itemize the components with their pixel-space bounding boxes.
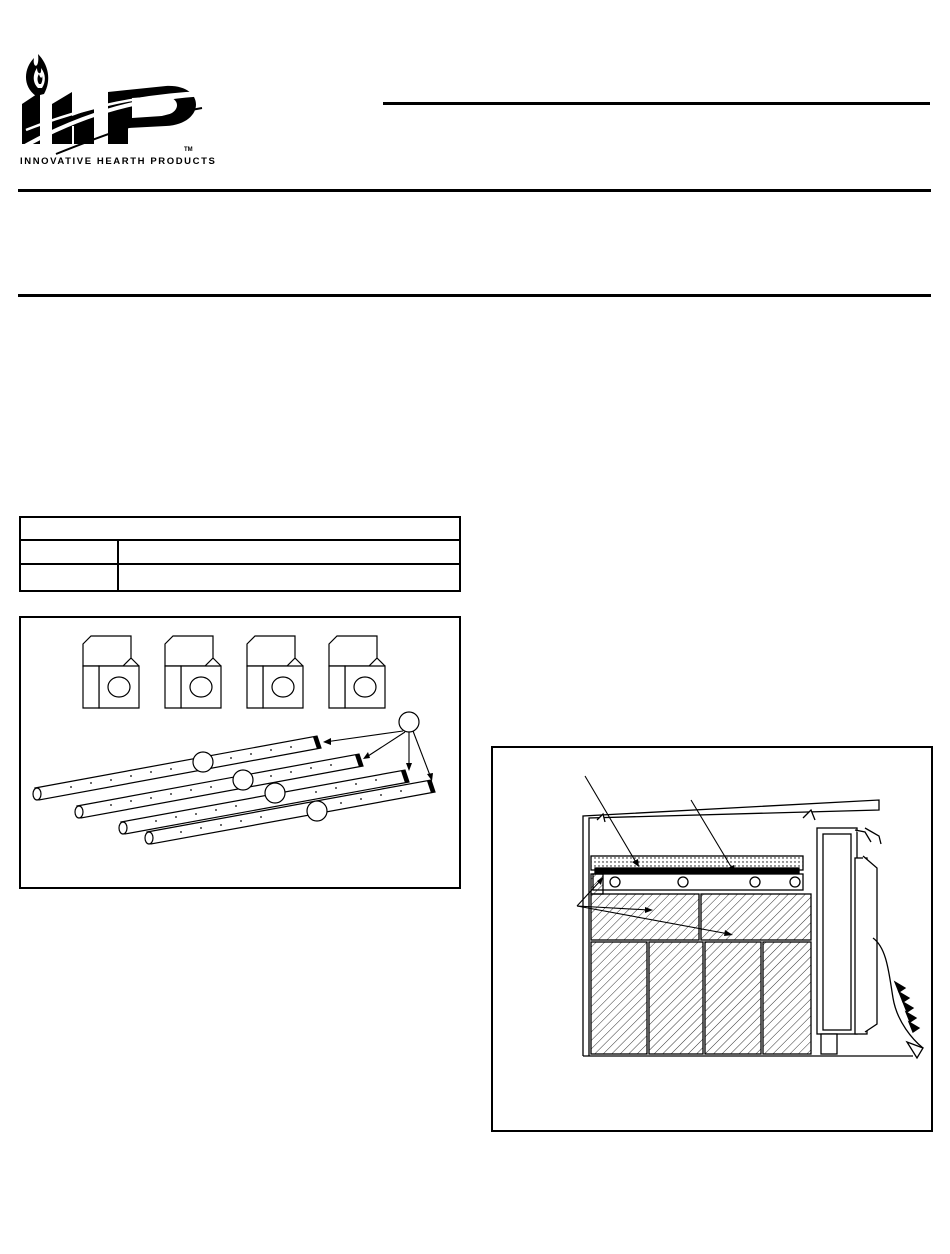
trademark-mark: TM (184, 147, 193, 153)
table-header (21, 518, 459, 541)
table-row (21, 541, 459, 565)
parts-table (19, 516, 461, 592)
logo-tagline: INNOVATIVE HEARTH PRODUCTS (20, 156, 217, 167)
table-cell (119, 565, 459, 590)
figure-burner-parts (19, 616, 461, 889)
fireplace-cutaway-icon (493, 748, 931, 1130)
table-cell (119, 541, 459, 563)
header-rule-right (383, 102, 930, 105)
figure-fireplace-cutaway (491, 746, 933, 1132)
table-cell (21, 541, 119, 563)
table-cell (21, 565, 119, 590)
ihp-flame-logo-icon (16, 46, 216, 156)
table-row (21, 565, 459, 590)
header-rule-top (18, 189, 931, 192)
header-rule-bottom (18, 294, 931, 297)
log-supports-and-burner-tubes-icon (21, 618, 459, 887)
ihp-logo (16, 46, 216, 172)
